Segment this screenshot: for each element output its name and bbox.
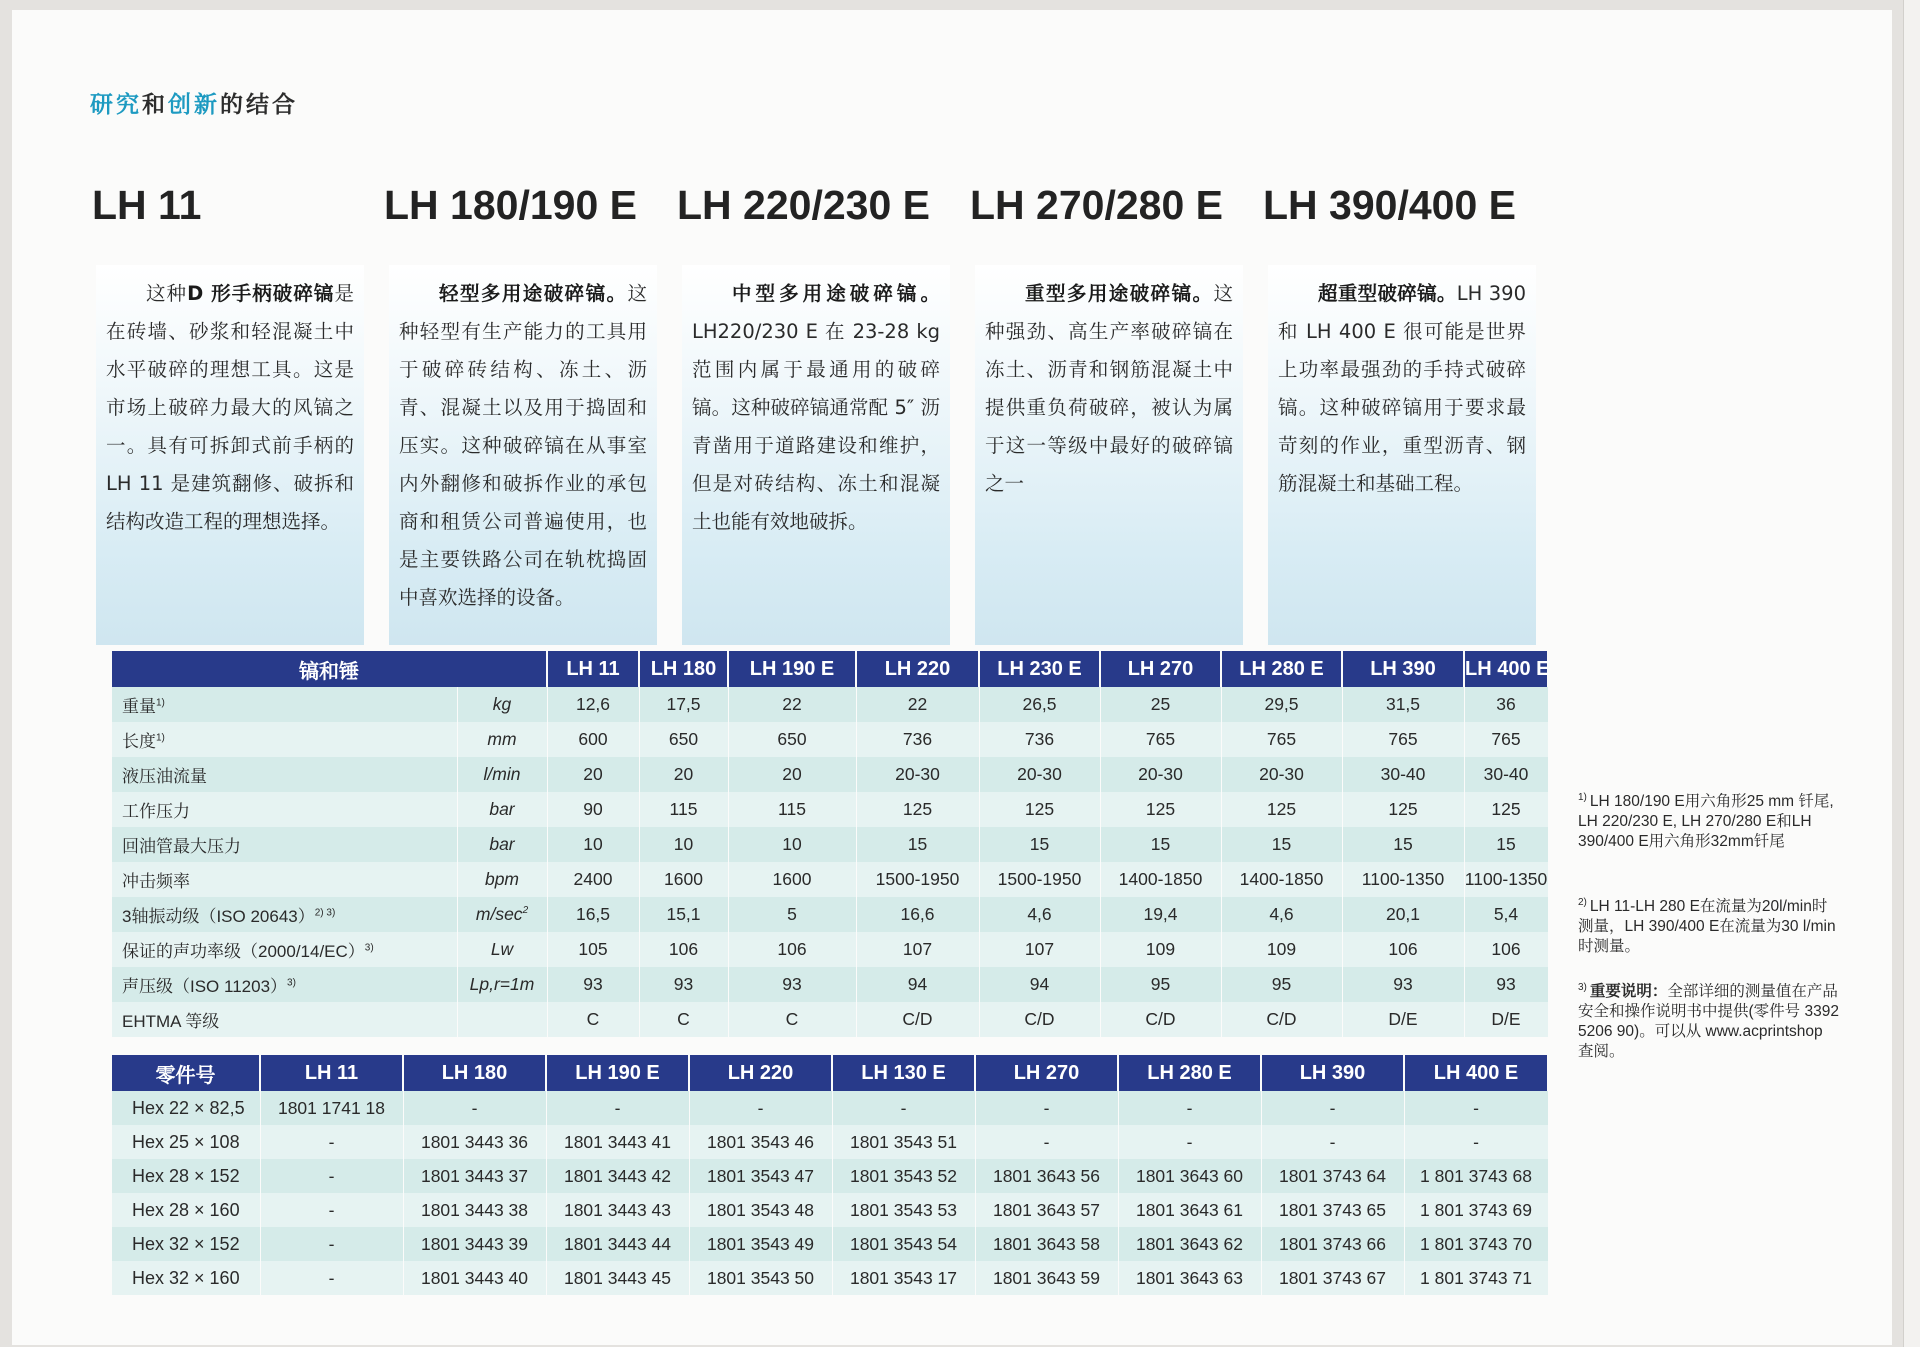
footnote-text: LH 11-LH 280 E在流量为20l/min时测量，LH 390/400 E在流量为30 l/min时测量。 bbox=[1578, 898, 1836, 956]
table-cell: 31,5 bbox=[1342, 687, 1464, 722]
row-label-footnote: 2) 3) bbox=[314, 907, 336, 919]
footnote-number: 3) bbox=[1578, 982, 1587, 993]
header-cell-model: LH 220 bbox=[689, 1055, 832, 1091]
table-cell: 1 801 3743 68 bbox=[1404, 1159, 1548, 1193]
table-cell: D/E bbox=[1464, 1002, 1548, 1037]
model-title-lh220-230: LH 220/230 E bbox=[677, 182, 930, 228]
table-row bbox=[112, 1159, 1548, 1193]
table-cell: 15 bbox=[1221, 827, 1342, 862]
table-cell: C/D bbox=[979, 1002, 1100, 1037]
header-cell-model: LH 180 bbox=[403, 1055, 546, 1091]
table-cell: C bbox=[639, 1002, 728, 1037]
table-cell: 765 bbox=[1342, 722, 1464, 757]
description-body: LH220/230 E 在 23-28 kg 范围内属于最通用的破碎镐。这种破碎镐通常配 5″ 沥青凿用于道路建设和维护，但是对砖结构、冻土和混凝土也能有效地破拆。 bbox=[692, 320, 940, 533]
table-cell: - bbox=[546, 1091, 689, 1125]
technical-data-table bbox=[112, 651, 1549, 1037]
row-unit bbox=[457, 757, 547, 792]
table-cell: 12,6 bbox=[547, 687, 639, 722]
row-unit-text: bar bbox=[489, 799, 515, 819]
table-cell: 1801 3743 65 bbox=[1261, 1193, 1404, 1227]
table-cell: 93 bbox=[1342, 967, 1464, 1002]
table-cell: 10 bbox=[728, 827, 856, 862]
row-unit bbox=[457, 862, 547, 897]
table-cell: 1801 3443 41 bbox=[546, 1125, 689, 1159]
table-cell: 650 bbox=[639, 722, 728, 757]
table-cell: 125 bbox=[1342, 792, 1464, 827]
row-label bbox=[112, 792, 457, 827]
row-unit bbox=[457, 1002, 547, 1037]
table-row bbox=[112, 932, 1548, 967]
table-cell: 15 bbox=[979, 827, 1100, 862]
description-body: 这种强劲、高生产率破碎镐在冻土、沥青和钢筋混凝土中提供重负荷破碎，被认为属于这一等级中最好的破碎镐之一 bbox=[985, 282, 1233, 495]
row-label-footnote: 1) bbox=[156, 732, 165, 744]
table-row bbox=[112, 757, 1548, 792]
table-cell: - bbox=[260, 1193, 403, 1227]
table-cell: 5,4 bbox=[1464, 897, 1548, 932]
tagline-part-innovation: 创新 bbox=[168, 92, 220, 118]
header-cell-category: 镐和锤 bbox=[112, 651, 547, 687]
table-header-row bbox=[112, 651, 1548, 687]
table-cell: 20,1 bbox=[1342, 897, 1464, 932]
row-unit-text: Lw bbox=[490, 939, 514, 959]
model-title-lh11: LH 11 bbox=[92, 182, 202, 228]
table-cell: 1801 3643 61 bbox=[1118, 1193, 1261, 1227]
table-cell: 1801 3643 60 bbox=[1118, 1159, 1261, 1193]
table-cell: 30-40 bbox=[1464, 757, 1548, 792]
table-cell: 1600 bbox=[639, 862, 728, 897]
header-cell-model: LH 270 bbox=[975, 1055, 1118, 1091]
table-cell: 125 bbox=[856, 792, 979, 827]
table-cell: 1801 3743 67 bbox=[1261, 1261, 1404, 1295]
table-cell: 125 bbox=[1464, 792, 1548, 827]
table-cell: - bbox=[260, 1261, 403, 1295]
table-cell: - bbox=[1404, 1091, 1548, 1125]
table-cell: 1400-1850 bbox=[1100, 862, 1221, 897]
table-cell: 15 bbox=[1464, 827, 1548, 862]
table-cell: 1801 3443 36 bbox=[403, 1125, 546, 1159]
table-cell: 106 bbox=[1464, 932, 1548, 967]
table-cell: 10 bbox=[639, 827, 728, 862]
table-cell: 1801 1741 18 bbox=[260, 1091, 403, 1125]
header-cell-model: LH 130 E bbox=[832, 1055, 975, 1091]
table-cell: D/E bbox=[1342, 1002, 1464, 1037]
row-label-text: EHTMA 等级 bbox=[122, 1012, 220, 1031]
row-label: Hex 28 × 152 bbox=[112, 1159, 260, 1193]
table-cell: 736 bbox=[856, 722, 979, 757]
table-cell: 1801 3643 62 bbox=[1118, 1227, 1261, 1261]
table-cell: 125 bbox=[1100, 792, 1221, 827]
row-unit bbox=[457, 722, 547, 757]
description-heading: D 形手柄破碎镐 bbox=[187, 282, 335, 305]
description-heading: 重型多用途破碎镐。 bbox=[1025, 282, 1214, 305]
table-cell: 1801 3643 57 bbox=[975, 1193, 1118, 1227]
table-cell: 1801 3543 47 bbox=[689, 1159, 832, 1193]
row-label bbox=[112, 1002, 457, 1037]
row-unit bbox=[457, 932, 547, 967]
row-label bbox=[112, 897, 457, 932]
header-cell-model: LH 400 E bbox=[1404, 1055, 1548, 1091]
header-cell-model: LH 390 bbox=[1261, 1055, 1404, 1091]
header-cell-model: LH 11 bbox=[260, 1055, 403, 1091]
table-cell: 1801 3443 42 bbox=[546, 1159, 689, 1193]
table-cell: 125 bbox=[979, 792, 1100, 827]
row-label-text: 液压油流量 bbox=[122, 767, 207, 786]
table-cell: C/D bbox=[1100, 1002, 1221, 1037]
table-cell: 1 801 3743 69 bbox=[1404, 1193, 1548, 1227]
table-cell: - bbox=[403, 1091, 546, 1125]
page-edge bbox=[1903, 0, 1920, 1347]
table-row bbox=[112, 1091, 1548, 1125]
table-row bbox=[112, 897, 1548, 932]
table-cell: 1 801 3743 71 bbox=[1404, 1261, 1548, 1295]
table-cell: 26,5 bbox=[979, 687, 1100, 722]
table-cell: - bbox=[975, 1125, 1118, 1159]
description-lh270-280 bbox=[975, 265, 1243, 645]
table-cell: 1801 3643 63 bbox=[1118, 1261, 1261, 1295]
row-label: Hex 25 × 108 bbox=[112, 1125, 260, 1159]
table-cell: 20 bbox=[547, 757, 639, 792]
row-unit bbox=[457, 792, 547, 827]
description-lh220-230 bbox=[682, 265, 950, 645]
row-label-text: 3轴振动级（ISO 20643） bbox=[122, 907, 315, 926]
table-cell: - bbox=[689, 1091, 832, 1125]
row-label-text: 冲击频率 bbox=[122, 872, 190, 891]
description-body: 是在砖墙、砂浆和轻混凝土中水平破碎的理想工具。这是市场上破碎力最大的风镐之一。具有可拆卸式前手柄的 LH 11 是建筑翻修、破拆和结构改造工程的理想选择。 bbox=[106, 282, 354, 533]
table-cell: - bbox=[975, 1091, 1118, 1125]
table-row bbox=[112, 862, 1548, 897]
table-cell: 1 801 3743 70 bbox=[1404, 1227, 1548, 1261]
table-row bbox=[112, 1125, 1548, 1159]
table-cell: - bbox=[260, 1227, 403, 1261]
row-label-text: 重量 bbox=[122, 697, 156, 716]
table-cell: 5 bbox=[728, 897, 856, 932]
table-row bbox=[112, 1002, 1548, 1037]
description-heading: 超重型破碎镐。 bbox=[1318, 282, 1457, 305]
table-cell: - bbox=[832, 1091, 975, 1125]
table-cell: 125 bbox=[1221, 792, 1342, 827]
row-label-footnote: 3) bbox=[287, 977, 296, 989]
table-cell: 1801 3543 52 bbox=[832, 1159, 975, 1193]
table-cell: 10 bbox=[547, 827, 639, 862]
table-cell: C/D bbox=[1221, 1002, 1342, 1037]
row-unit-text: m/sec bbox=[475, 904, 523, 924]
table-cell: 1801 3543 17 bbox=[832, 1261, 975, 1295]
table-cell: 1100-1350 bbox=[1464, 862, 1548, 897]
table-row bbox=[112, 687, 1548, 722]
table-cell: 17,5 bbox=[639, 687, 728, 722]
table-cell: - bbox=[1118, 1091, 1261, 1125]
header-cell-model: LH 390 bbox=[1342, 651, 1464, 687]
table-cell: 93 bbox=[1464, 967, 1548, 1002]
table-cell: 94 bbox=[979, 967, 1100, 1002]
table-cell: 4,6 bbox=[1221, 897, 1342, 932]
header-cell-model: LH 180 bbox=[639, 651, 728, 687]
table-cell: 107 bbox=[856, 932, 979, 967]
tagline-part-research: 研究 bbox=[90, 92, 142, 118]
table-cell: 1801 3543 46 bbox=[689, 1125, 832, 1159]
table-cell: 20-30 bbox=[979, 757, 1100, 792]
header-cell-model: LH 270 bbox=[1100, 651, 1221, 687]
row-label-text: 工作压力 bbox=[122, 802, 190, 821]
table-cell: 1801 3443 39 bbox=[403, 1227, 546, 1261]
table-cell: 90 bbox=[547, 792, 639, 827]
table-header-row bbox=[112, 1055, 1548, 1091]
table-cell: 4,6 bbox=[979, 897, 1100, 932]
header-cell-model: LH 190 E bbox=[728, 651, 856, 687]
table-cell: 1801 3543 49 bbox=[689, 1227, 832, 1261]
table-cell: 93 bbox=[728, 967, 856, 1002]
row-label bbox=[112, 827, 457, 862]
table-cell: 1801 3743 66 bbox=[1261, 1227, 1404, 1261]
row-label: Hex 32 × 160 bbox=[112, 1261, 260, 1295]
table-cell: 106 bbox=[639, 932, 728, 967]
table-cell: 93 bbox=[639, 967, 728, 1002]
table-cell: 93 bbox=[547, 967, 639, 1002]
table-cell: 30-40 bbox=[1342, 757, 1464, 792]
footnote-number: 1) bbox=[1578, 792, 1587, 803]
table-cell: 2400 bbox=[547, 862, 639, 897]
table-cell: 1801 3443 44 bbox=[546, 1227, 689, 1261]
row-unit-text: bpm bbox=[484, 869, 520, 889]
table-cell: 1801 3443 40 bbox=[403, 1261, 546, 1295]
row-unit bbox=[457, 897, 547, 932]
table-cell: 16,6 bbox=[856, 897, 979, 932]
table-cell: 106 bbox=[1342, 932, 1464, 967]
header-cell-model: LH 11 bbox=[547, 651, 639, 687]
table-cell: 109 bbox=[1221, 932, 1342, 967]
table-cell: 105 bbox=[547, 932, 639, 967]
table-row bbox=[112, 792, 1548, 827]
table-cell: 15 bbox=[1342, 827, 1464, 862]
table-row bbox=[112, 1193, 1548, 1227]
description-heading: 轻型多用途破碎镐。 bbox=[439, 282, 628, 305]
header-cell-model: LH 400 E bbox=[1464, 651, 1548, 687]
table-cell: 765 bbox=[1464, 722, 1548, 757]
table-cell: 106 bbox=[728, 932, 856, 967]
table-cell: 107 bbox=[979, 932, 1100, 967]
table-cell: 25 bbox=[1100, 687, 1221, 722]
table-cell: 736 bbox=[979, 722, 1100, 757]
table-cell: 95 bbox=[1100, 967, 1221, 1002]
header-cell-model: LH 280 E bbox=[1118, 1055, 1261, 1091]
row-unit-text: bar bbox=[489, 834, 515, 854]
table-cell: 1400-1850 bbox=[1221, 862, 1342, 897]
table-cell: C bbox=[547, 1002, 639, 1037]
table-cell: 1801 3643 56 bbox=[975, 1159, 1118, 1193]
table-cell: 16,5 bbox=[547, 897, 639, 932]
table-cell: 1801 3543 53 bbox=[832, 1193, 975, 1227]
description-body: 这种轻型有生产能力的工具用于破碎砖结构、冻土、沥青、混凝土以及用于捣固和压实。这种破碎镐在从事室内外翻修和破拆作业的承包商和租赁公司普遍使用，也是主要铁路公司在轨枕捣固中喜欢选择的设备。 bbox=[399, 282, 647, 609]
row-label-text: 长度 bbox=[122, 732, 156, 751]
table-cell: - bbox=[1118, 1125, 1261, 1159]
table-cell: - bbox=[1261, 1125, 1404, 1159]
table-cell: 20 bbox=[728, 757, 856, 792]
table-cell: 1500-1950 bbox=[979, 862, 1100, 897]
model-title-lh270-280: LH 270/280 E bbox=[970, 182, 1223, 228]
footnote-2 bbox=[1578, 893, 1840, 957]
footnote-3 bbox=[1578, 978, 1840, 1062]
table-cell: 95 bbox=[1221, 967, 1342, 1002]
row-label-text: 回油管最大压力 bbox=[122, 837, 241, 856]
table-cell: - bbox=[260, 1159, 403, 1193]
row-unit bbox=[457, 687, 547, 722]
row-label bbox=[112, 932, 457, 967]
table-row bbox=[112, 1261, 1548, 1295]
table-cell: 29,5 bbox=[1221, 687, 1342, 722]
table-cell: - bbox=[260, 1125, 403, 1159]
description-lh390-400 bbox=[1268, 265, 1536, 645]
footnote-1 bbox=[1578, 788, 1840, 852]
table-cell: 1801 3543 50 bbox=[689, 1261, 832, 1295]
footnote-number: 2) bbox=[1578, 897, 1587, 908]
table-cell: 765 bbox=[1100, 722, 1221, 757]
part-number-table bbox=[112, 1055, 1549, 1295]
row-unit-exponent: 2 bbox=[522, 905, 529, 917]
row-label: Hex 32 × 152 bbox=[112, 1227, 260, 1261]
row-label-text: 保证的声功率级（2000/14/EC） bbox=[122, 942, 365, 961]
table-cell: C/D bbox=[856, 1002, 979, 1037]
table-cell: 1801 3643 59 bbox=[975, 1261, 1118, 1295]
description-body: LH 390 和 LH 400 E 很可能是世界上功率最强劲的手持式破碎镐。这种破碎镐用于要求最苛刻的作业，重型沥青、钢筋混凝土和基础工程。 bbox=[1278, 282, 1526, 495]
table-cell: - bbox=[1261, 1091, 1404, 1125]
table-row bbox=[112, 827, 1548, 862]
row-unit-text: mm bbox=[487, 729, 517, 749]
footnote-text: 全部详细的测量值在产品安全和操作说明书中提供(零件号 3392 5206 90)。可以从 www.acprintshop 查阅。 bbox=[1578, 983, 1839, 1061]
header-cell-model: LH 220 bbox=[856, 651, 979, 687]
row-label-text: 声压级（ISO 11203） bbox=[122, 977, 288, 996]
table-cell: 15,1 bbox=[639, 897, 728, 932]
table-cell: 20-30 bbox=[1100, 757, 1221, 792]
footnote-text: LH 180/190 E用六角形25 mm 钎尾, LH 220/230 E, LH 270/280 E和LH 390/400 E用六角形32mm钎尾 bbox=[1578, 793, 1834, 851]
row-label bbox=[112, 722, 457, 757]
table-cell: 1801 3543 48 bbox=[689, 1193, 832, 1227]
table-cell: 1500-1950 bbox=[856, 862, 979, 897]
row-unit-text: l/min bbox=[483, 764, 521, 784]
table-cell: 20-30 bbox=[1221, 757, 1342, 792]
row-label bbox=[112, 862, 457, 897]
table-cell: 19,4 bbox=[1100, 897, 1221, 932]
row-label-footnote: 3) bbox=[364, 942, 374, 954]
footnote-heading: 重要说明： bbox=[1589, 983, 1668, 1001]
table-cell: 115 bbox=[728, 792, 856, 827]
description-lh180-190 bbox=[389, 265, 657, 645]
table-cell: 1801 3643 58 bbox=[975, 1227, 1118, 1261]
table-cell: 15 bbox=[1100, 827, 1221, 862]
row-unit bbox=[457, 967, 547, 1002]
table-cell: 1801 3443 37 bbox=[403, 1159, 546, 1193]
table-cell: 22 bbox=[856, 687, 979, 722]
table-cell: 36 bbox=[1464, 687, 1548, 722]
table-cell: 765 bbox=[1221, 722, 1342, 757]
table-cell: - bbox=[1404, 1125, 1548, 1159]
model-title-lh180-190: LH 180/190 E bbox=[384, 182, 637, 228]
description-lh11 bbox=[96, 265, 364, 645]
table-cell: 1801 3543 51 bbox=[832, 1125, 975, 1159]
row-label: Hex 28 × 160 bbox=[112, 1193, 260, 1227]
page-tagline bbox=[90, 86, 298, 119]
description-lead: 这种 bbox=[146, 282, 188, 305]
model-title-lh390-400: LH 390/400 E bbox=[1263, 182, 1516, 228]
table-cell: 94 bbox=[856, 967, 979, 1002]
row-label bbox=[112, 687, 457, 722]
table-cell: 22 bbox=[728, 687, 856, 722]
table-row bbox=[112, 967, 1548, 1002]
row-label bbox=[112, 757, 457, 792]
table-cell: 1801 3743 64 bbox=[1261, 1159, 1404, 1193]
table-cell: 15 bbox=[856, 827, 979, 862]
description-heading: 中型多用途破碎镐。 bbox=[732, 282, 940, 305]
row-unit-text: kg bbox=[492, 694, 512, 714]
table-cell: 1801 3443 45 bbox=[546, 1261, 689, 1295]
row-unit-text: Lp,r=1m bbox=[469, 974, 535, 994]
table-cell: 1801 3543 54 bbox=[832, 1227, 975, 1261]
table-cell: C bbox=[728, 1002, 856, 1037]
table-cell: 600 bbox=[547, 722, 639, 757]
row-label bbox=[112, 967, 457, 1002]
table-cell: 20-30 bbox=[856, 757, 979, 792]
tagline-part-combination: 的结合 bbox=[220, 92, 298, 118]
table-cell: 1801 3443 38 bbox=[403, 1193, 546, 1227]
row-unit bbox=[457, 827, 547, 862]
header-cell-model: LH 190 E bbox=[546, 1055, 689, 1091]
table-cell: 1100-1350 bbox=[1342, 862, 1464, 897]
row-label: Hex 22 × 82,5 bbox=[112, 1091, 260, 1125]
table-row bbox=[112, 1227, 1548, 1261]
table-cell: 20 bbox=[639, 757, 728, 792]
table-cell: 109 bbox=[1100, 932, 1221, 967]
table-cell: 115 bbox=[639, 792, 728, 827]
table-cell: 650 bbox=[728, 722, 856, 757]
header-cell-part-number: 零件号 bbox=[112, 1055, 260, 1091]
brochure-page bbox=[12, 10, 1892, 1345]
tagline-part-and: 和 bbox=[142, 92, 168, 118]
header-cell-model: LH 230 E bbox=[979, 651, 1100, 687]
header-cell-model: LH 280 E bbox=[1221, 651, 1342, 687]
row-label-footnote: 1) bbox=[156, 697, 165, 709]
table-cell: 1801 3443 43 bbox=[546, 1193, 689, 1227]
table-row bbox=[112, 722, 1548, 757]
table-cell: 1600 bbox=[728, 862, 856, 897]
